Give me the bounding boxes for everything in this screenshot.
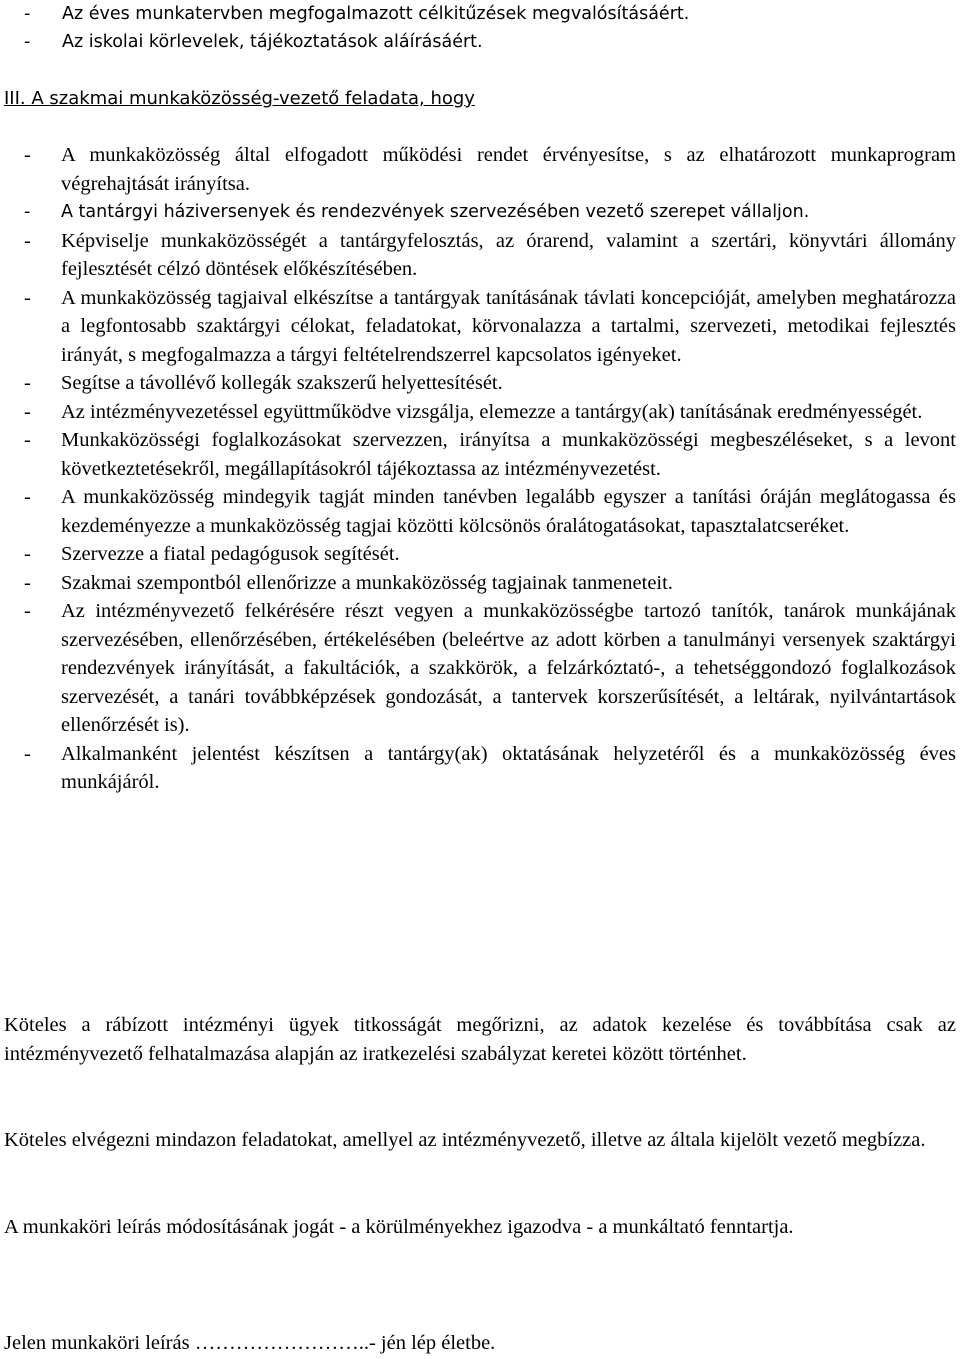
effective-date-line: Jelen munkaköri leírás ……………………..- jén lép életbe. <box>4 1332 496 1354</box>
list-dash: - <box>24 400 31 423</box>
list-dash: - <box>24 229 31 252</box>
list-item-text: Képviselje munkaközösségét a tantárgyfelosztás, az órarend, valamint a szertári, könyvtári állomány fejlesztését célzó döntések előkészítésében. <box>61 229 956 280</box>
list-item-text: Az intézményvezetéssel együttműködve vizsgálja, elemezze a tantárgy(ak) tanításának eredményességét. <box>61 400 923 423</box>
accountability-list <box>0 0 960 56</box>
list-item <box>0 483 960 540</box>
list-item-text: Az éves munkatervben megfogalmazott célkitűzések megvalósításáért. <box>62 4 690 24</box>
list-item <box>0 227 960 284</box>
list-dash: - <box>24 429 31 451</box>
list-item-text: Az intézményvezető felkérésére részt vegyen a munkaközösségbe tartozó tanítók, tanárok munkájának szervezésében, ellenőrzésében, értékelésében (beleértve az adott körben a tanulmányi versenyek szaktárgyi rendezvények irányítását, a fakultációk, a szakkörök, a felzárkóztató-, a tehetséggondozó foglalkozások szervezését, a tanári továbbképzések gondozását, a tantervek korszerűsítését, a leltárak, nyilvántartások ellenőrzését is). <box>61 600 956 736</box>
list-item-text: A munkaközösség tagjaival elkészítse a tantárgyak tanításának távlati koncepcióját, amelyben meghatározza a legfontosabb szaktárgyi célokat, feladatokat, körvonalazza a tartalmi, szervezeti, metodikai fejlesztés irányát, s megfogalmazza a tárgyi feltételrendszerrel kapcsolatos igényeket. <box>61 286 956 366</box>
list-dash: - <box>24 571 31 594</box>
list-item-text: A tantárgyi háziversenyek és rendezvények szervezésében vezető szerepet vállaljon. <box>61 202 810 222</box>
list-dash: - <box>24 543 31 565</box>
list-item-text: A munkaközösség által elfogadott működési rendet érvényesítse, s az elhatározott munkaprogram végrehajtását irányítsa. <box>61 144 956 195</box>
list-dash: - <box>24 286 31 309</box>
list-item-text: Alkalmanként jelentést készítsen a tantárgy(ak) oktatásának helyzetéről és a munkaközösség éves munkájáról. <box>61 742 956 793</box>
list-item <box>0 597 960 740</box>
list-item-text: Szakmai szempontból ellenőrizze a munkaközösség tagjainak tanmeneteit. <box>61 571 673 594</box>
list-item <box>0 398 960 427</box>
list-dash: - <box>24 144 31 166</box>
list-item <box>0 141 960 198</box>
list-dash: - <box>24 32 31 52</box>
list-dash: - <box>24 600 31 622</box>
list-item <box>0 740 960 797</box>
list-dash: - <box>24 4 31 24</box>
list-item <box>0 284 960 370</box>
modification-paragraph: A munkaköri leírás módosításának jogát - a körülményekhez igazodva - a munkáltató fenntartja. <box>4 1216 794 1238</box>
confidentiality-paragraph: Köteles a rábízott intézményi ügyek titkosságát megőrizni, az adatok kezelése és továbbítása csak az intézményvezető felhatalmazása alapján az iratkezelési szabályzat keretei között történhet. <box>4 1014 956 1065</box>
list-item-text: Szervezze a fiatal pedagógusok segítését. <box>61 543 400 565</box>
list-item-text: Az iskolai körlevelek, tájékoztatások aláírásáért. <box>62 32 483 52</box>
list-dash: - <box>24 486 31 508</box>
list-item <box>0 369 960 398</box>
list-dash: - <box>24 202 31 222</box>
list-item <box>0 426 960 483</box>
list-item-text: Munkaközösségi foglalkozásokat szervezzen, irányítsa a munkaközösségi megbeszéléseket, s a levont következtetésekről, megállapításokról tájékoztassa az intézményvezetést. <box>61 429 956 480</box>
list-item-text: Segítse a távollévő kollegák szakszerű helyettesítését. <box>61 372 503 394</box>
duties-paragraph: Köteles elvégezni mindazon feladatokat, amellyel az intézményvezető, illetve az általa kijelölt vezető megbízza. <box>4 1129 926 1151</box>
list-item <box>0 198 960 227</box>
section-heading: III. A szakmai munkaközösség-vezető feladata, hogy <box>4 88 475 109</box>
list-item <box>0 0 960 28</box>
list-dash: - <box>24 742 31 765</box>
list-item <box>0 28 960 56</box>
list-item <box>0 569 960 598</box>
list-dash: - <box>24 372 31 394</box>
duties-list <box>0 141 960 797</box>
list-item-text: A munkaközösség mindegyik tagját minden tanévben legalább egyszer a tanítási óráján meglátogassa és kezdeményezze a munkaközösség tagjai közötti kölcsönös óralátogatásokat, tapasztalatcseréket. <box>61 486 956 537</box>
list-item <box>0 540 960 569</box>
